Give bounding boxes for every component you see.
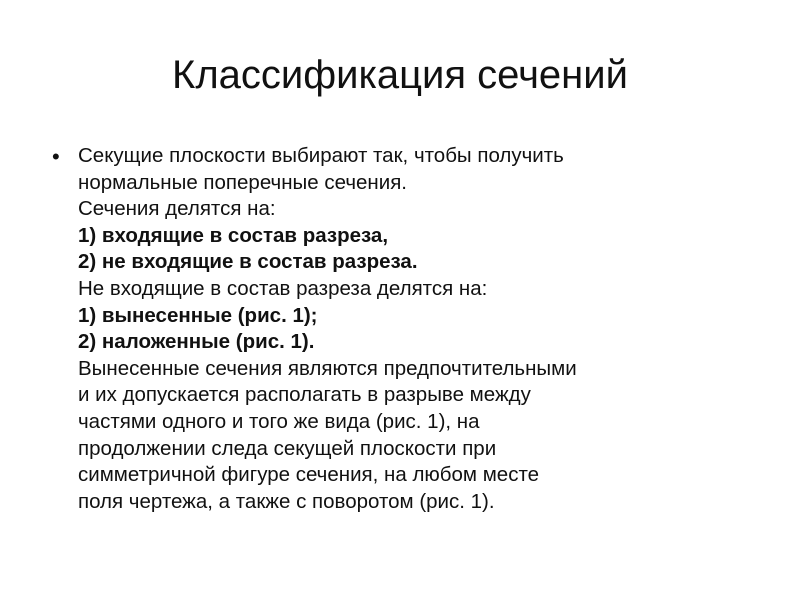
slide-title: Классификация сечений [172, 53, 628, 97]
body-line: Сечения делятся на: [78, 197, 276, 221]
body-line: продолжении следа секущей плоскости при [78, 436, 497, 460]
body-line: симметричной фигуре сечения, на любом месте [78, 463, 540, 487]
slide-body [52, 143, 772, 515]
body-line: Не входящие в состав разреза делятся на: [78, 276, 488, 300]
body-line-bold: 2) не входящие в состав разреза. [78, 250, 418, 274]
body-line: частями одного и того же вида (рис. 1), на [78, 409, 480, 433]
body-line: поля чертежа, а также с поворотом (рис. 1). [78, 489, 495, 513]
body-line: и их допускается располагать в разрыве между [78, 383, 531, 407]
bullet-item [52, 143, 772, 515]
bullet-text [78, 143, 772, 515]
body-line-bold: 2) наложенные (рис. 1). [78, 330, 315, 354]
body-line: нормальные поперечные сечения. [78, 170, 407, 194]
body-line-bold: 1) входящие в состав разреза, [78, 223, 389, 247]
body-line-bold: 1) вынесенные (рис. 1); [78, 303, 318, 327]
body-line: Секущие плоскости выбирают так, чтобы получить [78, 144, 564, 167]
bullet-icon: • [52, 144, 60, 169]
body-line: Вынесенные сечения являются предпочтительными [78, 356, 577, 380]
